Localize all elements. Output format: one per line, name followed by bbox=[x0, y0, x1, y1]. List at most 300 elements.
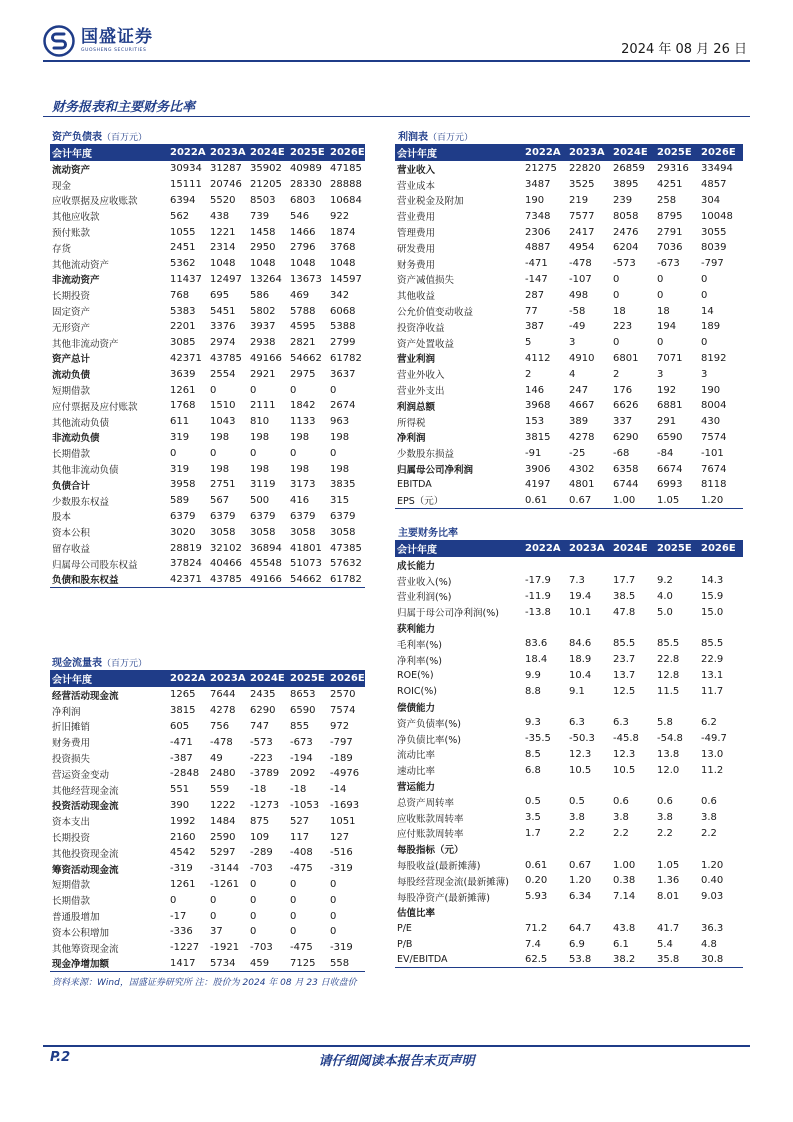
row-label: 公允价值变动收益 bbox=[397, 307, 474, 319]
cell-value: 18.4 bbox=[525, 654, 548, 666]
cell-value: -319 bbox=[330, 863, 353, 875]
table-row bbox=[395, 747, 743, 763]
cell-value: -1227 bbox=[170, 942, 200, 954]
cell-value: 6204 bbox=[613, 242, 639, 254]
cell-value: 567 bbox=[210, 495, 230, 507]
table-header-row bbox=[395, 540, 743, 557]
section-title: 财务报表和主要财务比率 bbox=[52, 100, 196, 115]
table-row bbox=[395, 857, 743, 873]
cell-value: 2590 bbox=[210, 831, 236, 843]
column-header-year: 2026E bbox=[328, 670, 365, 687]
cell-value: 319 bbox=[170, 463, 190, 475]
cell-value: 2.2 bbox=[657, 827, 673, 839]
cell-value: 498 bbox=[569, 289, 589, 301]
column-header-year: 2024E bbox=[248, 144, 288, 161]
cell-value: 1055 bbox=[170, 226, 196, 238]
cell-value: 1484 bbox=[210, 815, 236, 827]
cell-value: 38.5 bbox=[613, 590, 636, 602]
cell-value: 459 bbox=[248, 956, 288, 972]
row-label: P/B bbox=[397, 938, 413, 950]
cell-value: 0 bbox=[210, 894, 217, 906]
cell-value: 198 bbox=[290, 463, 310, 475]
cell-value: -797 bbox=[330, 736, 353, 748]
cell-value: -336 bbox=[170, 926, 193, 938]
column-header-year: 2024E bbox=[611, 540, 655, 557]
cell-value: 29316 bbox=[657, 163, 689, 175]
cell-value: -703 bbox=[250, 863, 273, 875]
cell-value: 77 bbox=[525, 305, 538, 317]
cell-value: 42371 bbox=[170, 352, 202, 364]
cell-value: 28330 bbox=[290, 179, 322, 191]
cell-value: 1043 bbox=[210, 416, 236, 428]
cell-value: 1992 bbox=[170, 815, 196, 827]
table-row bbox=[50, 430, 365, 446]
table-row bbox=[50, 524, 365, 540]
cell-value bbox=[611, 778, 655, 794]
row-label: 固定资产 bbox=[52, 307, 91, 319]
row-label: 每股收益(最新摊薄) bbox=[397, 861, 481, 873]
cell-value: -68 bbox=[613, 447, 630, 459]
cell-value: 14.3 bbox=[701, 575, 724, 587]
cell-value: 6744 bbox=[613, 479, 639, 491]
row-label: 营业成本 bbox=[397, 180, 436, 192]
cell-value: 6.8 bbox=[525, 764, 541, 776]
cell-value: 1261 bbox=[170, 878, 196, 890]
cell-value: 40466 bbox=[210, 558, 242, 570]
cell-value: 2 bbox=[613, 368, 620, 380]
cell-value: 5734 bbox=[208, 956, 248, 972]
cell-value: -319 bbox=[330, 942, 353, 954]
source-note: 资料来源：Wind，国盛证券研究所 注：股价为 2024 年 08 月 23 日收盘价 bbox=[52, 978, 357, 988]
cell-value: 5388 bbox=[330, 321, 356, 333]
cell-value: 430 bbox=[701, 416, 721, 428]
cell-value: -673 bbox=[657, 258, 680, 270]
cell-value: 2480 bbox=[210, 768, 236, 780]
section-title-divider bbox=[43, 116, 750, 117]
cell-value: 146 bbox=[525, 384, 545, 396]
cell-value: -18 bbox=[250, 784, 267, 796]
table-row bbox=[395, 889, 743, 905]
cell-value: 10048 bbox=[701, 210, 733, 222]
cell-value: 1.00 bbox=[611, 493, 655, 509]
cell-value: 61782 bbox=[330, 352, 362, 364]
cell-value: 0.6 bbox=[657, 796, 673, 808]
column-header-year: 2026E bbox=[699, 144, 743, 161]
cash-flow-title-text: 现金流量表 bbox=[52, 658, 102, 669]
cell-value: 416 bbox=[290, 495, 310, 507]
cell-value: 0 bbox=[250, 910, 257, 922]
cell-value: 13673 bbox=[290, 273, 322, 285]
cell-value: 12497 bbox=[210, 273, 242, 285]
cell-value: 12.3 bbox=[613, 748, 636, 760]
cell-value: 589 bbox=[170, 495, 190, 507]
cell-value bbox=[567, 620, 611, 636]
cell-value: 0 bbox=[170, 447, 177, 459]
cell-value: 2306 bbox=[525, 226, 551, 238]
cell-value: -49.7 bbox=[701, 733, 727, 745]
cell-value: 2974 bbox=[210, 337, 236, 349]
cell-value: 0.67 bbox=[569, 859, 592, 871]
cell-value: 10.1 bbox=[569, 606, 592, 618]
cell-value: 5.93 bbox=[525, 891, 548, 903]
cell-value: 198 bbox=[250, 431, 270, 443]
cell-value: 4887 bbox=[525, 242, 551, 254]
cell-value: 0 bbox=[290, 878, 297, 890]
row-label: 净负债比率(%) bbox=[397, 734, 461, 746]
cell-value: 2975 bbox=[290, 368, 316, 380]
cell-value: -189 bbox=[330, 752, 353, 764]
cell-value: 0.67 bbox=[567, 493, 611, 509]
cell-value: 6590 bbox=[657, 431, 683, 443]
row-label: 营业费用 bbox=[397, 212, 436, 224]
cell-value: 972 bbox=[330, 720, 350, 732]
cell-value: 10684 bbox=[330, 194, 362, 206]
cell-value: 35902 bbox=[250, 163, 282, 175]
cell-value: 3815 bbox=[170, 705, 196, 717]
row-label: 投资活动现金流 bbox=[52, 801, 119, 813]
cell-value: 37 bbox=[210, 926, 223, 938]
cell-value: 35.8 bbox=[655, 952, 699, 968]
cell-value: 2674 bbox=[330, 400, 356, 412]
row-label: 资本支出 bbox=[52, 817, 91, 829]
cell-value: 12.5 bbox=[613, 685, 636, 697]
cell-value: 7036 bbox=[657, 242, 683, 254]
cell-value: 0 bbox=[613, 337, 620, 349]
cell-value: 23.7 bbox=[613, 654, 636, 666]
cell-value: 4542 bbox=[170, 847, 196, 859]
income-statement-title bbox=[398, 128, 473, 143]
cell-value: -101 bbox=[701, 447, 724, 459]
table-header-row bbox=[50, 670, 365, 687]
table-row bbox=[50, 924, 365, 940]
row-label: 净利率(%) bbox=[397, 655, 442, 667]
table-row bbox=[50, 782, 365, 798]
cell-value: -1273 bbox=[250, 799, 280, 811]
row-label: 净利润 bbox=[52, 706, 81, 718]
table-row bbox=[395, 668, 743, 684]
cell-value: 287 bbox=[525, 289, 545, 301]
row-label: 归属母公司股东权益 bbox=[52, 559, 138, 571]
row-label: 营业利润 bbox=[397, 354, 436, 366]
cell-value: 2.2 bbox=[701, 827, 717, 839]
cell-value: 2799 bbox=[330, 337, 356, 349]
table-row bbox=[50, 256, 365, 272]
cell-value: 4954 bbox=[569, 242, 595, 254]
row-label: 现金净增加额 bbox=[50, 956, 168, 972]
cell-value: 85.5 bbox=[657, 638, 680, 650]
cell-value: 5.8 bbox=[657, 717, 673, 729]
cell-value: 3058 bbox=[290, 526, 316, 538]
row-label: 负债和股东权益 bbox=[50, 572, 168, 588]
cell-value: 109 bbox=[250, 831, 270, 843]
header-divider bbox=[43, 60, 750, 62]
cell-value: 9.9 bbox=[525, 669, 541, 681]
cell-value: 0.61 bbox=[523, 493, 567, 509]
cell-value bbox=[567, 841, 611, 857]
cell-value: -35.5 bbox=[525, 733, 551, 745]
cell-value: 15.0 bbox=[701, 606, 724, 618]
cell-value: 6068 bbox=[330, 305, 356, 317]
row-label: 资产负债率(%) bbox=[397, 718, 461, 730]
cell-value: 558 bbox=[328, 956, 365, 972]
cell-value: 304 bbox=[701, 194, 721, 206]
cell-value: 5.4 bbox=[657, 938, 673, 950]
cell-value: 11.2 bbox=[701, 764, 724, 776]
table-row bbox=[50, 272, 365, 288]
row-label: 投资损失 bbox=[52, 754, 91, 766]
cell-value: 11.7 bbox=[701, 685, 724, 697]
cell-value: 2435 bbox=[250, 689, 276, 701]
cell-value: -573 bbox=[613, 258, 636, 270]
cell-value: 3 bbox=[569, 337, 576, 349]
cell-value: 41.7 bbox=[657, 922, 680, 934]
cell-value: 2476 bbox=[613, 226, 639, 238]
cell-value: -54.8 bbox=[657, 733, 683, 745]
cell-value bbox=[655, 841, 699, 857]
cell-value: 36894 bbox=[250, 542, 282, 554]
cell-value: 10.5 bbox=[613, 764, 636, 776]
table-row bbox=[50, 208, 365, 224]
financial-ratios-table bbox=[395, 540, 743, 968]
cell-value: 0 bbox=[290, 447, 297, 459]
cell-value: 8039 bbox=[701, 242, 727, 254]
cell-value: 219 bbox=[569, 194, 589, 206]
column-header-year: 2022A bbox=[523, 144, 567, 161]
cell-value: 2417 bbox=[569, 226, 595, 238]
cell-value: 4302 bbox=[569, 463, 595, 475]
cell-value: 0 bbox=[250, 384, 257, 396]
row-label: ROIC(%) bbox=[397, 685, 437, 697]
cell-value bbox=[611, 841, 655, 857]
cell-value: 1.05 bbox=[655, 493, 699, 509]
cell-value: 12.0 bbox=[657, 764, 680, 776]
cell-value: 527 bbox=[290, 815, 310, 827]
cell-value: 342 bbox=[330, 289, 350, 301]
cell-value bbox=[655, 699, 699, 715]
table-row bbox=[395, 731, 743, 747]
column-header-year: 2022A bbox=[523, 540, 567, 557]
cell-value: -49 bbox=[569, 321, 586, 333]
column-header-year: 2022A bbox=[168, 670, 208, 687]
cell-value: 0 bbox=[613, 289, 620, 301]
cell-value: 47.8 bbox=[613, 606, 636, 618]
cell-value bbox=[567, 778, 611, 794]
row-label: 长期投资 bbox=[52, 291, 91, 303]
cell-value: 0.61 bbox=[525, 859, 548, 871]
cell-value: 0 bbox=[170, 894, 177, 906]
row-label: 营运资金变动 bbox=[52, 769, 110, 781]
cell-value: 0 bbox=[250, 447, 257, 459]
table-header-row bbox=[395, 144, 743, 161]
table-header-row bbox=[50, 144, 365, 161]
table-row bbox=[395, 604, 743, 620]
cell-value: 337 bbox=[613, 416, 633, 428]
cell-value: 1261 bbox=[170, 384, 196, 396]
cell-value: 13.1 bbox=[701, 669, 724, 681]
row-label: 归属母公司净利润 bbox=[397, 465, 474, 477]
cell-value: 13264 bbox=[250, 273, 282, 285]
cell-value: 84.6 bbox=[569, 638, 592, 650]
cell-value: 1221 bbox=[210, 226, 236, 238]
cell-value: 30934 bbox=[170, 163, 202, 175]
cell-value: 4197 bbox=[525, 479, 551, 491]
cell-value: 13.8 bbox=[657, 748, 680, 760]
cell-value: 8.8 bbox=[525, 685, 541, 697]
cell-value: 2.2 bbox=[613, 827, 629, 839]
row-label: 其他经营现金流 bbox=[52, 785, 119, 797]
cell-value: 6379 bbox=[330, 510, 356, 522]
cell-value: 1874 bbox=[330, 226, 356, 238]
table-row bbox=[50, 335, 365, 351]
row-label: 资本公积增加 bbox=[52, 927, 110, 939]
cell-value: 3487 bbox=[525, 179, 551, 191]
table-row bbox=[395, 905, 743, 921]
cell-value: 11437 bbox=[170, 273, 202, 285]
table-row bbox=[395, 493, 743, 509]
table-row bbox=[50, 414, 365, 430]
logo-chinese-name: 国盛证券 bbox=[81, 27, 153, 47]
cell-value: 605 bbox=[170, 720, 190, 732]
cell-value: 7125 bbox=[288, 956, 328, 972]
table-row bbox=[395, 161, 743, 177]
row-label: 偿债能力 bbox=[397, 703, 436, 715]
cell-value: 198 bbox=[250, 463, 270, 475]
table-row bbox=[395, 445, 743, 461]
cell-value: 1048 bbox=[330, 258, 356, 270]
page-number: P.2 bbox=[50, 1050, 71, 1065]
row-label: 研发费用 bbox=[397, 243, 436, 255]
cell-value: 5451 bbox=[210, 305, 236, 317]
cell-value: 562 bbox=[170, 210, 190, 222]
cell-value: 6.1 bbox=[613, 938, 629, 950]
cell-value bbox=[699, 557, 743, 573]
cell-value: -478 bbox=[569, 258, 592, 270]
cell-value: 0.38 bbox=[613, 875, 636, 887]
table-row bbox=[395, 794, 743, 810]
cell-value: 1.20 bbox=[699, 493, 743, 509]
table-row bbox=[50, 461, 365, 477]
cell-value: 0 bbox=[210, 447, 217, 459]
cell-value: 963 bbox=[330, 416, 350, 428]
table-row bbox=[395, 224, 743, 240]
row-label: 其他流动负债 bbox=[52, 417, 110, 429]
cell-value: -387 bbox=[170, 752, 193, 764]
row-label: 长期借款 bbox=[52, 896, 91, 908]
cell-value: 47385 bbox=[330, 542, 362, 554]
cell-value bbox=[611, 905, 655, 921]
cell-value: 0 bbox=[330, 878, 337, 890]
cell-value: 3.5 bbox=[525, 812, 541, 824]
cell-value: -50.3 bbox=[569, 733, 595, 745]
table-row bbox=[395, 841, 743, 857]
cell-value: 0.6 bbox=[613, 796, 629, 808]
cell-value: 0 bbox=[330, 447, 337, 459]
row-label: 净利润 bbox=[397, 433, 426, 445]
cell-value: 4910 bbox=[569, 352, 595, 364]
row-label: EBITDA bbox=[397, 479, 432, 491]
cell-value: -25 bbox=[569, 447, 586, 459]
row-label: 估值比率 bbox=[397, 908, 436, 920]
cell-value: 18.9 bbox=[569, 654, 592, 666]
cell-value: 239 bbox=[613, 194, 633, 206]
table-row bbox=[50, 224, 365, 240]
cell-value: -408 bbox=[290, 847, 313, 859]
cell-value: 3815 bbox=[525, 431, 551, 443]
cash-flow-title bbox=[52, 654, 147, 669]
cell-value: 0 bbox=[657, 273, 664, 285]
cell-value: 3906 bbox=[525, 463, 551, 475]
cell-value: 1466 bbox=[290, 226, 316, 238]
row-label: 非流动资产 bbox=[52, 275, 100, 287]
cell-value: 0 bbox=[210, 384, 217, 396]
cell-value: 6.3 bbox=[613, 717, 629, 729]
row-label: 财务费用 bbox=[52, 738, 91, 750]
cell-value: 0 bbox=[290, 926, 297, 938]
cell-value: 8.5 bbox=[525, 748, 541, 760]
cell-value: 12.8 bbox=[657, 669, 680, 681]
cell-value: -475 bbox=[290, 863, 313, 875]
cell-value: 9.03 bbox=[701, 891, 724, 903]
cell-value: 3835 bbox=[330, 479, 356, 491]
cell-value: 7577 bbox=[569, 210, 595, 222]
cell-value: 0 bbox=[330, 894, 337, 906]
table-row bbox=[50, 798, 365, 814]
cell-value: 49166 bbox=[248, 572, 288, 588]
table-row bbox=[395, 272, 743, 288]
cell-value: 0 bbox=[330, 926, 337, 938]
row-label: 流动资产 bbox=[52, 164, 91, 176]
table-row bbox=[50, 319, 365, 335]
cell-value: 390 bbox=[170, 799, 190, 811]
cell-value: -673 bbox=[290, 736, 313, 748]
cell-value: 3895 bbox=[613, 179, 639, 191]
table-row bbox=[50, 177, 365, 193]
cell-value: 0.5 bbox=[569, 796, 585, 808]
row-label: 应收票据及应收账款 bbox=[52, 196, 138, 208]
cell-value bbox=[655, 905, 699, 921]
table-row bbox=[50, 161, 365, 177]
cell-value: 4278 bbox=[210, 705, 236, 717]
cell-value: -107 bbox=[569, 273, 592, 285]
cell-value: 922 bbox=[330, 210, 350, 222]
cell-value: 3020 bbox=[170, 526, 196, 538]
table-row bbox=[395, 778, 743, 794]
table-row bbox=[50, 845, 365, 861]
cell-value: -797 bbox=[701, 258, 724, 270]
cell-value: 7.3 bbox=[569, 575, 585, 587]
cell-value: 22.8 bbox=[657, 654, 680, 666]
cell-value: 2.2 bbox=[569, 827, 585, 839]
cell-value: -17 bbox=[170, 910, 187, 922]
cell-value: 3958 bbox=[170, 479, 196, 491]
table-row bbox=[50, 892, 365, 908]
table-row bbox=[50, 861, 365, 877]
cell-value: 4857 bbox=[701, 179, 727, 191]
table-row bbox=[395, 636, 743, 652]
table-row bbox=[50, 509, 365, 525]
cell-value: 0 bbox=[290, 894, 297, 906]
cell-value bbox=[699, 905, 743, 921]
cell-value: 1265 bbox=[170, 689, 196, 701]
row-label: EPS（元） bbox=[395, 493, 523, 509]
cell-value: -18 bbox=[290, 784, 307, 796]
row-label: 营业利润(%) bbox=[397, 592, 452, 604]
cell-value: 0 bbox=[657, 289, 664, 301]
cell-value: 37824 bbox=[170, 558, 202, 570]
cell-value: 0 bbox=[613, 273, 620, 285]
row-label: 负债合计 bbox=[52, 480, 91, 492]
table-row bbox=[395, 256, 743, 272]
